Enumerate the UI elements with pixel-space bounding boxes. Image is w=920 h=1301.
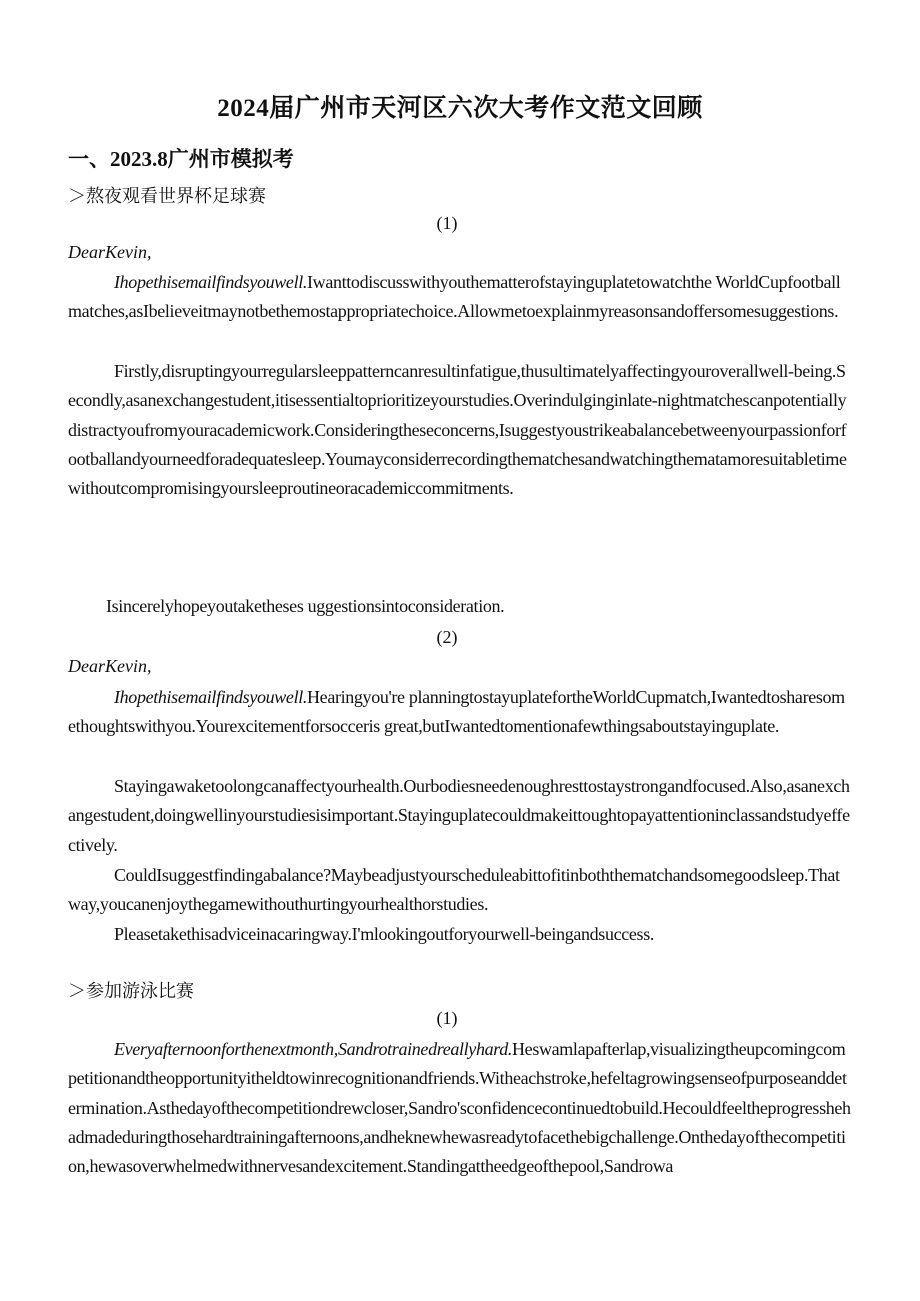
paragraph-text: Heswamlapafterlap,visualizingtheupcomingcompetitionandtheopportunityitheldtowinrecognitionandfriends.Witheachstroke,hefeltagrowingsenseofpurposeanddetermination.Asthedayofthecompetitiondrewcloser,Sandro'sconfidencecontinuedtobuild.Hecouldfeeltheprogresshehadmadeduringthosehardtrainingafternoons,andheknewhewasreadytofacethebigchallenge.Onthedayofthecompetition,hewasoverwhelmedwithnervesandexcitement.Standingattheedgeofthepool,Sandrowa (68, 1039, 851, 1177)
section-heading: 一、2023.8广州市模拟考 (68, 147, 294, 171)
essay-paragraph (68, 1035, 852, 1181)
essay-number: (2) (436, 627, 458, 647)
paragraph-text: Hearingyou're planningtostayuplatefortheWorldCupmatch,Iwantedtosharesomethoughtswithyou.Yourexcitementforsocceris great,butIwantedtomentionafewthingsaboutstayinguplate. (68, 687, 845, 737)
essay-paragraph: Stayingawaketoolongcanaffectyourhealth.Ourbodiesneedenoughresttostaystrongandfocused.Also,asanexchangestudent,doingwellinyourstudiesisimportant.Stayinguplatecouldmakeittoughtopayattentioninclassandstudyeffectively. (68, 776, 850, 855)
topic-heading-worldcup: ＞熬夜观看世界杯足球赛 (68, 186, 266, 206)
salutation: DearKevin, (68, 242, 152, 262)
paragraph-lead: Ihopethisemailfindsyouwell. (114, 272, 308, 292)
essay-paragraph: Pleasetakethisadviceinacaringway.I'mlookingoutforyourwell-beingandsuccess. (114, 924, 654, 944)
salutation: DearKevin, (68, 656, 152, 676)
essay-paragraph: CouldIsuggestfindingabalance?Maybeadjustyourscheduleabittofitinboththematchandsomegoodsleep.Thatway,youcanenjoythegamewithouthurtingyourhealthorstudies. (68, 865, 840, 915)
essay-number: (1) (436, 213, 458, 233)
essay-paragraph: Isincerelyhopeyoutaketheses uggestionsintoconsideration. (106, 596, 505, 616)
paragraph-text: Iwanttodiscusswithyouthematterofstayinguplatetowatchthe WorldCupfootballmatches,asIbelieveitmaynotbethemostappropriatechoice.Allowmetoexplainmyreasonsandoffersomesuggestions. (68, 272, 841, 322)
essay-paragraph (68, 683, 852, 742)
essay-paragraph: Firstly,disruptingyourregularsleeppatterncanresultinfatigue,thusultimatelyaffectingyouroverallwell-being.Secondly,asanexchangestudent,itisessentialtoprioritizeyourstudies.Overindulginginlate-nightmatchescanpotentiallydistractyoufromyouracademicwork.Consideringtheseconcerns,Isuggestyoustrikeabalancebetweenyourpassionforfootballandyourneedforadequatesleep.Youmayconsiderrecordingthematchesandwatchingthematamoresuitabletimewithoutcompromisingyoursleeproutineoracademiccommitments. (68, 361, 847, 499)
essay-paragraph (68, 268, 852, 327)
topic-heading-swimming: ＞参加游泳比赛 (68, 981, 194, 1001)
paragraph-lead: Everyafternoonforthenextmonth,Sandrotrainedreallyhard. (114, 1039, 513, 1059)
paragraph-lead: Ihopethisemailfindsyouwell. (114, 687, 308, 707)
document-title: 2024届广州市天河区六次大考作文范文回顾 (217, 95, 703, 122)
essay-number: (1) (436, 1008, 458, 1028)
